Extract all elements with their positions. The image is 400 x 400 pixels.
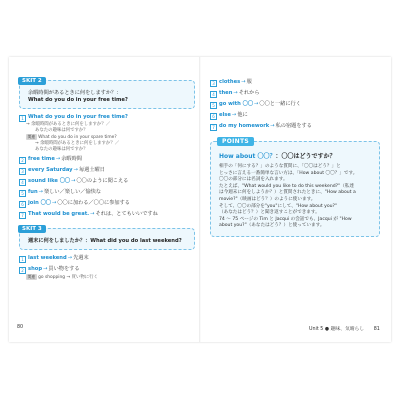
entry-phrase: fun <box>28 189 38 195</box>
entry-meaning: 先週末 <box>73 255 89 261</box>
entry-number: 1 <box>19 115 26 122</box>
skit3-box <box>19 228 195 250</box>
entry-arrow: → <box>52 200 57 206</box>
skit2-line-1: 余暇時間があるときに何をしますか？： <box>28 90 122 96</box>
entry-meaning: 他に <box>237 112 248 118</box>
related-tag: 関連 <box>27 274 36 279</box>
entry-sub: → 余暇時間があるときに何をしますか？／ <box>35 141 120 146</box>
entry-number: 6 <box>19 201 26 208</box>
entry-meaning: 余暇時間 <box>61 156 82 162</box>
vocab-entry <box>19 178 195 186</box>
points-paragraph: 相手の「何にする？」のような質問に、「〇〇はどう？」と <box>219 164 341 169</box>
unit-label: Unit 5 ● 趣味、気晴らし <box>309 327 365 332</box>
right-footer <box>309 325 380 332</box>
entry-phrase: clothes <box>219 79 241 85</box>
entry-number: 4 <box>19 179 26 186</box>
vocab-entry <box>210 79 380 87</box>
vocab-entry <box>19 211 195 219</box>
entry-meaning: 買い物をする <box>48 266 80 272</box>
book-gutter <box>199 57 201 342</box>
entry-phrase: shop <box>28 266 43 272</box>
entry-arrow: → <box>254 101 259 107</box>
points-paragraph: （あなたはどう？）と聞き返すことができます。 <box>219 210 320 216</box>
entry-meaning: 〇〇のように聞こえる <box>76 178 129 184</box>
entry-phrase: last weekend <box>28 255 67 261</box>
entry-number: 2 <box>19 267 26 274</box>
right-page-number: 81 <box>373 327 380 332</box>
entry-number: 7 <box>210 124 217 131</box>
vocab-entry <box>210 90 380 98</box>
entry-meaning: それから <box>238 90 260 96</box>
entry-number: 5 <box>19 190 26 197</box>
points-tag: POINTS <box>217 137 254 146</box>
entry-phrase: join 〇〇 <box>28 200 51 206</box>
left-page <box>19 80 195 284</box>
entry-arrow: → <box>241 79 246 85</box>
entry-meaning: 〇〇に加わる／〇〇に参加する <box>57 200 130 206</box>
book-spread <box>9 57 391 342</box>
vocab-entry <box>19 200 195 208</box>
entry-phrase: every Saturday <box>28 167 73 173</box>
vocab-entry <box>19 189 195 197</box>
entry-phrase: then <box>219 90 233 96</box>
entry-arrow: → <box>270 123 275 129</box>
entry-arrow: → <box>233 90 238 96</box>
points-box <box>210 138 380 237</box>
right-page <box>210 77 380 237</box>
entry-number: 2 <box>19 157 26 164</box>
entry-number: 3 <box>210 80 217 87</box>
vocab-entry <box>210 101 380 109</box>
entry-number: 1 <box>19 256 26 263</box>
entry-number: 3 <box>19 168 26 175</box>
left-entries <box>19 114 195 219</box>
entry-sub: あなたの趣味は何ですか？ <box>35 147 88 152</box>
vocab-entry <box>210 112 380 120</box>
skit2-line-2: What do you do in your free time? <box>28 97 128 103</box>
points-paragraph: 74 ～ 75 ページの Tim と Jacqui の会話でも、Jacqui が "How <box>219 216 352 222</box>
entry-arrow: → <box>43 266 48 272</box>
points-paragraph: とっさに言える一番簡単な言い方は、「How about 〇〇？」です。 <box>219 170 358 176</box>
points-title-en: How about 〇〇？ <box>219 153 276 160</box>
entry-phrase: do my homework <box>219 123 270 129</box>
points-paragraph: たとえば、"What would you like to do this weekend?"（私達 <box>219 183 354 189</box>
entry-number: 6 <box>210 113 217 120</box>
entry-phrase: sound like 〇〇 <box>28 178 71 184</box>
entry-meaning: 毎週土曜日 <box>78 167 105 173</box>
entry-arrow: → <box>231 112 237 118</box>
entry-arrow: → <box>67 255 73 261</box>
entry-arrow: → <box>38 189 44 195</box>
entry-number: 5 <box>210 102 217 109</box>
left-page-number: 80 <box>17 325 24 330</box>
entry-sub: go shopping → 買い物に行く <box>38 275 98 280</box>
entry-sub: What do you do in your spare time? <box>38 135 117 140</box>
entry-sub: あなたの趣味は何ですか？ <box>35 128 88 133</box>
entry-meaning: それは、とてもいいですね <box>95 211 158 217</box>
vocab-entry <box>19 266 195 281</box>
entry-number: 7 <box>19 212 26 219</box>
vocab-entry <box>19 156 195 164</box>
entry-arrow: → <box>71 178 76 184</box>
entry-meaning: 私の宿題をする <box>275 123 312 129</box>
skit2-box <box>19 80 195 109</box>
entry-meaning: 〇〇と一緒に行く <box>259 101 301 107</box>
entry-phrase: That would be great. <box>28 211 90 217</box>
vocab-entry <box>19 114 195 153</box>
entry-phrase: What do you do in your free time? <box>28 114 128 120</box>
skit3-tag: SKIT 3 <box>18 225 46 233</box>
entry-phrase: go with 〇〇 <box>219 101 254 107</box>
points-body <box>219 164 372 230</box>
points-title <box>219 153 372 161</box>
entry-number: 4 <box>210 91 217 98</box>
points-title-ja: ：〇〇はどうですか？ <box>275 153 336 160</box>
entry-phrase: free time <box>28 156 55 162</box>
vocab-entry <box>210 123 380 131</box>
skit3-line-1: 週末に何をしましたか？：What did you do last weekend? <box>28 238 182 244</box>
points-paragraph: about you?"（あなたはどう？）と使っています。 <box>219 223 325 229</box>
points-paragraph: そして、〇〇の部分を"you"にして、"How about you?" <box>219 203 338 209</box>
entry-arrow: → <box>90 211 95 217</box>
vocab-entry <box>19 167 195 175</box>
points-paragraph: 〇〇の部分には名詞を入れます。 <box>219 177 288 183</box>
entry-arrow: → <box>73 167 78 173</box>
entry-arrow: → <box>55 156 61 162</box>
entry-meaning: 楽しい／楽しい／愉快な <box>44 189 102 195</box>
related-tag: 関連 <box>27 134 36 139</box>
entry-sub: → 余暇時間があるときに何をしますか？／ <box>26 122 111 127</box>
points-paragraph: movie?"（映画はどう？）のように使います。 <box>219 196 316 202</box>
entry-phrase: else <box>219 112 231 118</box>
entry-meaning: 服 <box>246 79 252 85</box>
vocab-entry <box>19 255 195 263</box>
skit2-tag: SKIT 2 <box>18 77 46 85</box>
points-paragraph: は今週末に何をしようか？）と質問されたときに、"How about a <box>219 190 356 196</box>
